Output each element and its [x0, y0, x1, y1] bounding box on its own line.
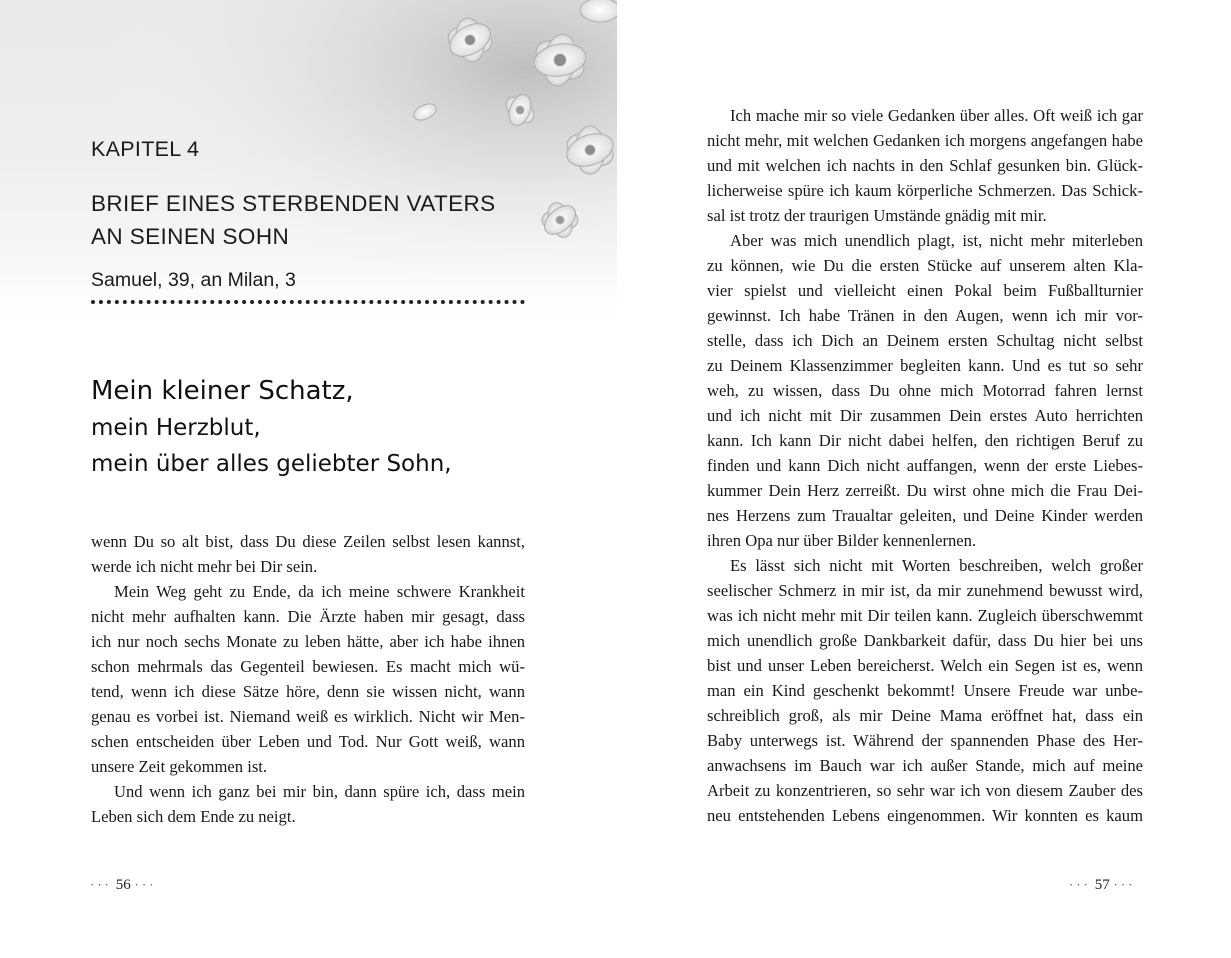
- folio-dots: ···: [134, 877, 157, 892]
- salutation-line: Mein kleiner Schatz,: [91, 376, 354, 406]
- text-line: und mit welchen ich nachts in den Schlaf gesunken bin. Glück-: [707, 156, 1143, 175]
- chapter-subtitle: Samuel, 39, an Milan, 3: [91, 269, 296, 291]
- chapter-title-line: AN SEINEN SOHN: [91, 224, 290, 249]
- text-line: anwachsens im Bauch war ich außer Stande, mich auf meine: [707, 756, 1143, 775]
- page-number: 57: [1094, 877, 1110, 893]
- text-line: nicht mehr, mit welchen Gedanken ich morgens angefangen habe: [707, 131, 1143, 150]
- salutation-line: mein über alles geliebter Sohn,: [91, 451, 452, 477]
- text-line: Mein Weg geht zu Ende, da ich meine schwere Krankheit: [114, 582, 525, 601]
- chapter-title-line: BRIEF EINES STERBENDEN VATERS: [91, 191, 496, 216]
- text-line: vier spielst und vielleicht einen Pokal beim Fußballturnier: [707, 281, 1143, 300]
- left-body-text: [91, 529, 525, 829]
- text-line: kann. Ich kann Dir nicht dabei helfen, den richtigen Beruf zu: [707, 431, 1143, 450]
- text-line: gewinnst. Ich habe Tränen in den Augen, wenn ich mir vor-: [707, 306, 1143, 325]
- folio-dots: ···: [1113, 877, 1136, 892]
- chapter-title: [91, 187, 531, 253]
- text-line: was ich nicht mehr mit Dir teilen kann. Zugleich überschwemmt: [707, 606, 1143, 625]
- text-line: mich unendlich große Dankbarkeit dafür, dass Du hier bei uns: [707, 631, 1143, 650]
- text-line: Es lässt sich nicht mit Worten beschreiben, welch großer: [730, 556, 1143, 575]
- page-number-left: [90, 877, 157, 894]
- text-line: bist und unser Leben bereicherst. Welch ein Segen ist es, wenn: [707, 656, 1143, 675]
- text-line: man ein Kind geschenkt bekommt! Unsere Freude war unbe-: [707, 681, 1143, 700]
- text-line: nes Herzens zum Traualtar geleiten, und Deine Kinder werden: [707, 506, 1143, 525]
- dotted-divider: [91, 300, 525, 304]
- text-line: sal ist trotz der traurigen Umstände gnädig mit mir.: [707, 206, 1047, 225]
- text-line: Arbeit zu konzentrieren, so sehr war ich von diesem Zauber des: [707, 781, 1143, 800]
- text-line: seelischer Schmerz in mir ist, da mir zunehmend bewusst wird,: [707, 581, 1143, 600]
- folio-dots: ···: [90, 877, 112, 892]
- page-number: 56: [115, 877, 131, 893]
- text-line: Baby unterwegs ist. Während der spannenden Phase des Her-: [707, 731, 1143, 750]
- text-line: und ich nicht mit Dir zusammen Dein erstes Auto herrichten: [707, 406, 1143, 425]
- text-line: tend, wenn ich diese Sätze höre, denn sie wissen nicht, wann: [91, 682, 525, 701]
- text-line: genau es vorbei ist. Niemand weiß es wirklich. Nicht wir Men-: [91, 707, 525, 726]
- text-line: licherweise spüre ich kaum körperliche Schmerzen. Das Schick-: [707, 181, 1143, 200]
- right-body-text: [707, 103, 1143, 828]
- text-line: Ich mache mir so viele Gedanken über alles. Oft weiß ich gar: [730, 106, 1143, 125]
- text-line: schreiblich groß, als mir Deine Mama eröffnet hat, dass ein: [707, 706, 1143, 725]
- salutation-line: mein Herzblut,: [91, 415, 261, 441]
- text-line: finden und kann Dich nicht auffangen, wenn der erste Liebes-: [707, 456, 1143, 475]
- text-line: ihren Opa nur über Bilder kennenlernen.: [707, 531, 977, 550]
- text-line: zu Deinem Klassenzimmer begleiten kann. Und es tut so sehr: [707, 356, 1143, 375]
- letter-salutation: [91, 372, 452, 482]
- text-line: neu entstehenden Lebens eingenommen. Wir konnten es kaum: [707, 806, 1143, 825]
- text-line: Und wenn ich ganz bei mir bin, dann spüre ich, dass mein: [114, 782, 525, 801]
- text-line: unsere Zeit gekommen ist.: [91, 757, 268, 776]
- text-line: wenn Du so alt bist, dass Du diese Zeilen selbst lesen kannst,: [91, 532, 525, 551]
- text-line: stelle, dass ich Dich an Deinem ersten Schultag nicht selbst: [707, 331, 1143, 350]
- text-line: nicht mehr aufhalten kann. Die Ärzte haben mir gesagt, dass: [91, 607, 525, 626]
- text-line: werde ich nicht mehr bei Dir sein.: [91, 557, 318, 576]
- text-line: weh, zu wissen, dass Du ohne mich Motorrad fahren lernst: [707, 381, 1143, 400]
- text-line: Leben sich dem Ende zu neigt.: [91, 807, 296, 826]
- text-line: kummer Dein Herz zerreißt. Du wirst ohne mich die Frau Dei-: [707, 481, 1143, 500]
- folio-dots: ···: [1069, 877, 1091, 892]
- text-line: ich nur noch sechs Monate zu leben hätte, aber ich habe ihnen: [91, 632, 525, 651]
- page-number-right: [1069, 877, 1136, 894]
- text-line: zu können, wie Du die ersten Stücke auf unserem alten Kla-: [707, 256, 1143, 275]
- text-line: Aber was mich unendlich plagt, ist, nicht mehr miterleben: [730, 231, 1143, 250]
- text-line: schon mehrmals das Gegenteil bewiesen. Es macht mich wü-: [91, 657, 525, 676]
- right-page: [617, 0, 1231, 958]
- text-line: schen entscheiden über Leben und Tod. Nur Gott weiß, wann: [91, 732, 525, 751]
- chapter-label: KAPITEL 4: [91, 137, 200, 161]
